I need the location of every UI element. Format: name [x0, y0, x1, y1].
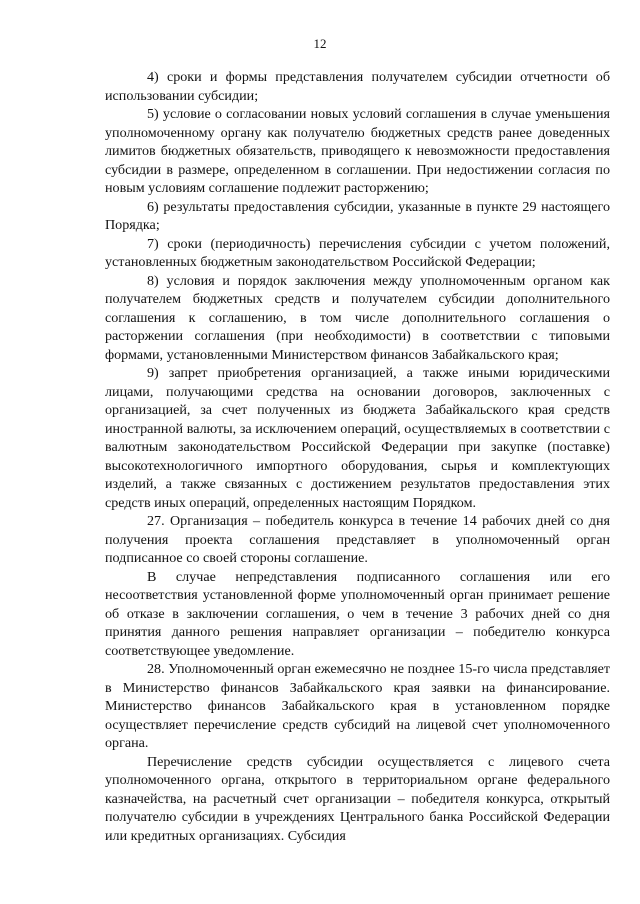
paragraph-item-6: 6) результаты предоставления субсидии, указанные в пункте 29 настоящего Порядка;: [105, 198, 610, 233]
paragraph-item-9: 9) запрет приобретения организацией, а также иными юридическими лицами, получающими средства на основании договоров, заключенных с организацией, за счет полученных из бюджета Забайкальского края средств иностранной валюты, за исключением операций, осуществляемых в соответствии с валютным законодательством Российской Федерации при закупке (поставке) высокотехнологичного импортного оборудования, сырья и комплектующих изделий, а также связанных с достижением результатов предоставления этих средств иных операций, определенных настоящим Порядком.: [105, 365, 610, 511]
paragraph-transfer: Перечисление средств субсидии осуществляется с лицевого счета уполномоченного органа, открытого в территориальном органе федерального казначейства, на расчетный счет организации – победителя конкурса, открытый получателю субсидии в учреждениях Центрального банка Российской Федерации или кредитных организациях. Субсидия: [105, 753, 610, 844]
paragraph-item-4: 4) сроки и формы представления получателем субсидии отчетности об использовании субсидии;: [105, 69, 610, 104]
paragraph-item-8: 8) условия и порядок заключения между уполномоченным органом как получателем бюджетных средств и получателем субсидии дополнительного соглашения к соглашению, в том числе дополнительного соглашения о расторжении соглашения (при необходимости) в соответствии с типовыми формами, установленными Министерством финансов Забайкальского края;: [105, 272, 610, 363]
paragraph-clause-28: 28. Уполномоченный орган ежемесячно не позднее 15-го числа представляет в Министерство финансов Забайкальского края заявки на финансирование. Министерство финансов Забайкальского края в установленном порядке осуществляет перечисление средств субсидий на лицевой счет уполномоченного органа.: [105, 661, 610, 751]
document-body: [105, 68, 610, 845]
paragraph-clause-27: 27. Организация – победитель конкурса в течение 14 рабочих дней со дня получения проекта соглашения представляет в уполномоченный орган подписанное со своей стороны соглашение.: [105, 513, 610, 566]
page-number: 12: [313, 36, 327, 51]
paragraph-item-7: 7) сроки (периодичность) перечисления субсидии с учетом положений, установленных бюджетным законодательством Российской Федерации;: [105, 235, 610, 270]
paragraph-item-5: 5) условие о согласовании новых условий соглашения в случае уменьшения уполномоченному органу как получателю бюджетных средств ранее доведенных лимитов бюджетных обязательств, приводящего к невозможности предоставления субсидии в размере, определенном в соглашении. При недостижении согласия по новым условиям соглашение подлежит расторжению;: [105, 106, 610, 196]
paragraph-clause-27-refusal: В случае непредставления подписанного соглашения или его несоответствия установленной форме уполномоченный орган принимает решение об отказе в заключении соглашения, о чем в течение 3 рабочих дней со дня принятия данного решения направляет организации – победителю конкурса соответствующее уведомление.: [105, 568, 610, 659]
